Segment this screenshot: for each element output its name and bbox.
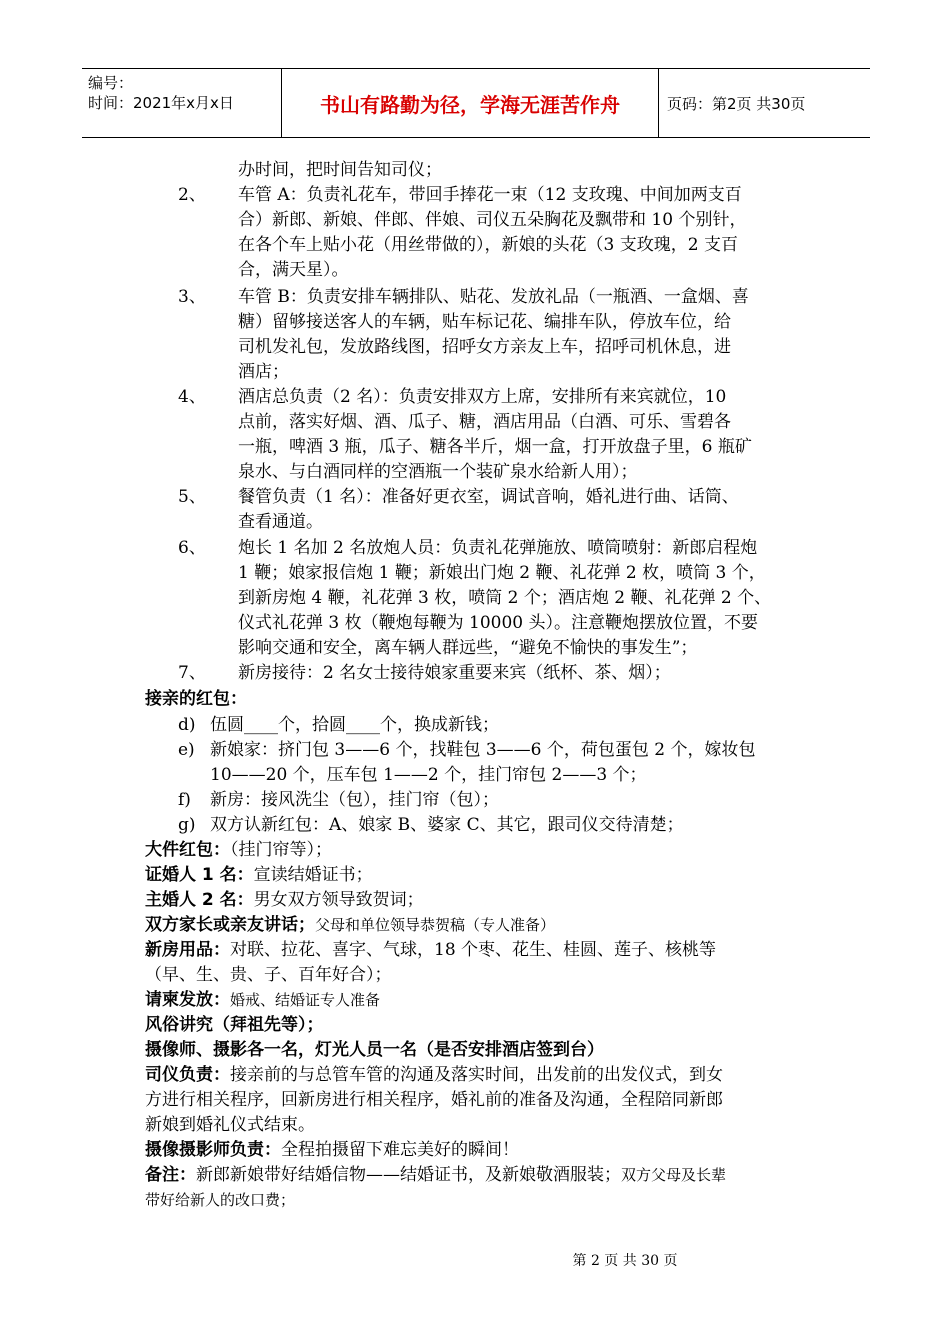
section-invitations xyxy=(145,988,380,1012)
section-label: 司仪负责： xyxy=(145,1065,230,1085)
redpack-letter: e) xyxy=(178,740,195,760)
section-customs: 风俗讲究（拜祖先等）； xyxy=(145,1015,324,1035)
item-line: 车管 B：负责安排车辆排队、贴花、发放礼品（一瓶酒、一盒烟、喜 xyxy=(238,287,749,307)
item-line: 点前，落实好烟、酒、瓜子、糖，酒店用品（白酒、可乐、雪碧各 xyxy=(238,412,731,432)
section-text-small: 双方父母及长辈 xyxy=(621,1166,727,1184)
item-line: 查看通道。 xyxy=(238,512,323,532)
section-officiant xyxy=(145,888,424,912)
item-line: 在各个车上贴小花（用丝带做的），新娘的头花（3 支玫瑰，2 支百 xyxy=(238,235,738,255)
section-newhouse-cont: （早、生、贵、子、百年好合）； xyxy=(145,965,392,985)
item-line: 新房接待：2 名女士接待娘家重要来宾（纸杯、茶、烟）； xyxy=(238,663,671,683)
section-witness xyxy=(145,863,373,887)
item-number: 7、 xyxy=(178,663,206,683)
section-text: 男女双方领导致贺词； xyxy=(253,890,424,910)
item-number: 3、 xyxy=(178,287,206,307)
section-label: 双方家长或亲友讲话； xyxy=(145,915,315,935)
header-page: 页码：第2页 共30页 xyxy=(667,94,806,113)
item-line: 车管 A：负责礼花车，带回手捧花一束（12 支玫瑰、中间加两支百 xyxy=(238,185,742,205)
redpack-letter: d) xyxy=(178,715,196,735)
redpack-line: 新娘家：挤门包 3——6 个，找鞋包 3——6 个，荷包蛋包 2 个，嫁妆包 xyxy=(210,740,756,760)
section-text: 对联、拉花、喜字、气球，18 个枣、花生、桂圆、莲子、核桃等 xyxy=(230,940,717,960)
item-line: 影响交通和安全，离车辆人群远些，“避免不愉快的事发生”； xyxy=(238,638,698,658)
item-line: 一瓶，啤酒 3 瓶，瓜子、糖各半斤，烟一盒，打开放盘子里，6 瓶矿 xyxy=(238,437,752,457)
item-line: 泉水、与白酒同样的空酒瓶一个装矿泉水给新人用）； xyxy=(238,462,638,482)
section-label: 大件红包： xyxy=(145,840,230,860)
item-number: 2、 xyxy=(178,185,206,205)
item-line: 司机发礼包，发放路线图，招呼女方亲友上车，招呼司机休息，进 xyxy=(238,337,731,357)
header-motto: 书山有路勤为径，学海无涯苦作舟 xyxy=(282,69,659,137)
section-label: 新房用品： xyxy=(145,940,230,960)
item-number: 5、 xyxy=(178,487,206,507)
item-number: 6、 xyxy=(178,538,206,558)
section-label: 请柬发放： xyxy=(145,990,230,1010)
page-footer: 第 2 页 共 30 页 xyxy=(572,1253,678,1269)
item-line: 到新房炮 4 鞭，礼花弹 3 枚，喷筒 2 个；酒店炮 2 鞭、礼花弹 2 个、 xyxy=(238,588,772,608)
section-label: 备注： xyxy=(145,1165,196,1185)
header-number: 编号： xyxy=(88,74,134,92)
redpack-letter: g) xyxy=(178,815,196,835)
section-text: 宣读结婚证书； xyxy=(253,865,373,885)
section-text: 新郎新娘带好结婚信物——结婚证书，及新娘敬酒服装； xyxy=(196,1165,621,1185)
section-newhouse xyxy=(145,938,716,962)
page-header xyxy=(82,68,870,138)
redpack-line: 10——20 个，压车包 1——2 个，挂门帘包 2——3 个； xyxy=(210,765,647,785)
item-line: 酒店； xyxy=(238,362,289,382)
section-speeches xyxy=(145,913,555,937)
item-line: 糖）留够接送客人的车辆，贴车标记花、编排车队，停放车位，给 xyxy=(238,312,731,332)
item-number: 4、 xyxy=(178,387,206,407)
section-text: 父母和单位领导恭贺稿（专人准备） xyxy=(315,916,556,934)
section-label: 证婚人 1 名： xyxy=(145,865,254,885)
section-camera xyxy=(145,1138,519,1162)
section-label: 主婚人 2 名： xyxy=(145,890,254,910)
section-text: 婚戒、结婚证专人准备 xyxy=(230,991,381,1009)
section-remarks xyxy=(145,1163,726,1187)
section-large-redpack xyxy=(145,838,332,862)
redpack-line: 新房：接风洗尘（包），挂门帘（包）； xyxy=(210,790,499,810)
item-line: 仪式礼花弹 3 枚（鞭炮每鞭为 10000 头）。注意鞭炮摆放位置，不要 xyxy=(238,613,759,633)
section-mc-cont: 方进行相关程序，回新房进行相关程序，婚礼前的准备及沟通，全程陪同新郎 xyxy=(145,1090,723,1110)
item-line: 1 鞭；娘家报信炮 1 鞭；新娘出门炮 2 鞭、礼花弹 2 枚，喷筒 3 个， xyxy=(238,563,766,583)
section-photographers: 摄像师、摄影各一名，灯光人员一名（是否安排酒店签到台） xyxy=(145,1040,604,1060)
section-text: 全程拍摄留下难忘美好的瞬间！ xyxy=(281,1140,519,1160)
item-line: 合，满天星）。 xyxy=(238,260,349,280)
redpack-letter: f) xyxy=(178,790,191,810)
section-mc xyxy=(145,1063,723,1087)
item-line: 酒店总负责（2 名）：负责安排双方上席，安排所有来宾就位，10 xyxy=(238,387,727,407)
section-mc-cont: 新娘到婚礼仪式结束。 xyxy=(145,1115,315,1135)
section-remarks-cont: 带好给新人的改口费； xyxy=(145,1191,296,1209)
redpack-title: 接亲的红包： xyxy=(145,689,247,709)
item-line: 办时间，把时间告知司仪； xyxy=(238,160,442,180)
section-text: 接亲前的与总管车管的沟通及落实时间，出发前的出发仪式，到女 xyxy=(230,1065,723,1085)
section-label: 摄像摄影师负责： xyxy=(145,1140,281,1160)
redpack-line: 伍圆____个，拾圆____个，换成新钱； xyxy=(210,715,499,735)
redpack-line: 双方认新红包：A、娘家 B、婆家 C、其它，跟司仪交待清楚； xyxy=(210,815,684,835)
item-line: 炮长 1 名加 2 名放炮人员：负责礼花弹施放、喷筒喷射：新郎启程炮 xyxy=(238,538,758,558)
item-line: 餐管负责（1 名）：准备好更衣室，调试音响，婚礼进行曲、话筒、 xyxy=(238,487,739,507)
header-date: 时间：2021年x月x日 xyxy=(88,94,234,112)
section-text: （挂门帘等）； xyxy=(230,840,332,860)
header-meta xyxy=(82,69,282,137)
item-line: 合）新郎、新娘、伴郎、伴娘、司仪五朵胸花及飘带和 10 个别针， xyxy=(238,210,747,230)
